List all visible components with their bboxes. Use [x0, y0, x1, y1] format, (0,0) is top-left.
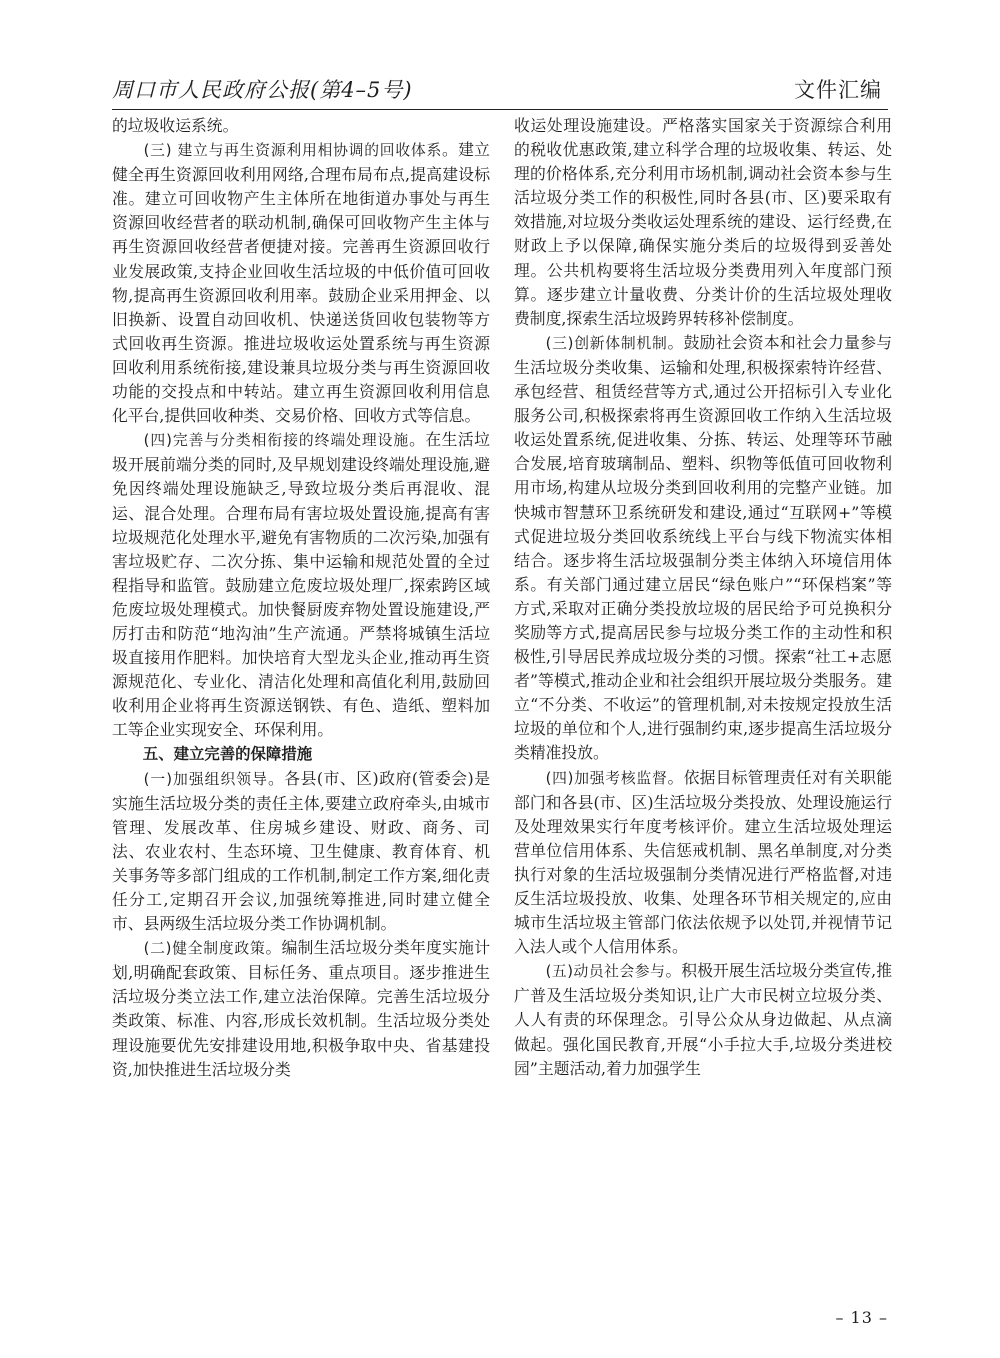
paragraph-policy-system	[112, 936, 490, 1082]
paragraph-organization-leadership	[112, 767, 490, 937]
paragraph-assessment-supervision	[514, 766, 892, 960]
paragraph-text: 。建立健全再生资源回收利用网络,合理布局布点,提高建设标准。建立可回收物产生主体所在地街道办事处与再生资源回收经营者的联动机制,确保可回收物产生主体与再生资源回收经营者便捷对接。完善再生资源回收行业发展政策,支持企业回收生活垃圾的中低价值可回收物,提高再生资源回收利用率。鼓励企业采用押金、以旧换新、设置自动回收机、快递送货回收包装物等方式回收再生资源。推进垃圾收运处置系统与再生资源回收利用系统衔接,建设兼具垃圾分类与再生资源回收功能的交投点和中转站。建立再生资源回收利用信息化平台,提供回收种类、交易价格、回收方式等信息。	[112, 140, 490, 426]
page-header	[112, 70, 888, 110]
left-column	[112, 114, 490, 1082]
paragraph-terminal-facilities	[112, 428, 490, 742]
paragraph-text: 。依据目标管理责任对有关职能部门和各县(市、区)生活垃圾分类投放、处理设施运行及处理效果实行年度考核评价。建立生活垃圾处理运营单位信用体系、失信惩戒机制、黑名单制度,对分类执行对象的生活垃圾强制分类情况进行严格监督,对违反生活垃圾投放、收集、处理各环节相关规定的,应由城市生活垃圾主管部门依法依规予以处罚,并视情节记入法人或个人信用体系。	[514, 767, 892, 957]
right-column	[514, 114, 892, 1081]
paragraph-text: 。编制生活垃圾分类年度实施计划,明确配套政策、目标任务、重点项目。逐步推进生活垃圾分类立法工作,建立法治保障。完善生活垃圾分类政策、标准、内容,形成长效机制。生活垃圾分类处理设施要优先安排建设用地,积极争取中央、省基建投资,加快推进生活垃圾分类	[112, 938, 490, 1079]
paragraph-lead: (四)加强考核监督	[545, 769, 668, 787]
paragraph-lead: (三) 建立与再生资源利用相协调的回收体系	[143, 142, 443, 160]
paragraph-social-participation	[514, 959, 892, 1080]
paragraph-continuation	[514, 114, 892, 331]
paragraph-text: 的垃圾收运系统。	[112, 116, 239, 135]
paragraph-text: 。鼓励社会资本和社会力量参与生活垃圾分类收集、运输和处理,积极探索特许经营、承包经营、租赁经营等方式,通过公开招标引入专业化服务公司,积极探索将再生资源回收工作纳入生活垃圾收运处置系统,促进收集、分拣、转运、处理等环节融合发展,培育玻璃制品、塑料、织物等低值可回收物利用市场,构建从垃圾分类到回收利用的完整产业链。加快城市智慧环卫系统研发和建设,通过“互联网+”等模式促进垃圾分类回收系统线上平台与线下物流实体相结合。逐步将生活垃圾强制分类主体纳入环境信用体系。有关部门通过建立居民“绿色账户”“环保档案”等方式,采取对正确分类投放垃圾的居民给予可兑换积分奖励等方式,提高居民参与垃圾分类工作的主动性和积极性,引导居民养成垃圾分类的习惯。探索“社工+志愿者”等模式,推动企业和社会组织开展垃圾分类服务。建立“不分类、不收运”的管理机制,对未按规定投放生活垃圾的单位和个人,进行强制约束,逐步提高生活垃圾分类精准投放。	[514, 332, 892, 763]
publication-title: 周口市人民政府公报(第4–5号)	[112, 78, 413, 102]
paragraph-continuation	[112, 114, 490, 138]
paragraph-lead: (三)创新体制机制	[545, 334, 668, 352]
paragraph-text: 。积极开展生活垃圾分类宣传,推广普及生活垃圾分类知识,让广大市民树立垃圾分类、人人有责的环保理念。引导公众从身边做起、从点滴做起。强化国民教育,开展“小手拉大手,垃圾分类进校园”主题活动,着力加强学生	[514, 961, 892, 1078]
paragraph-lead: (二)健全制度政策	[143, 940, 266, 958]
paragraph-innovation-mechanism	[514, 331, 892, 766]
section-title: 文件汇编	[794, 78, 882, 102]
page-number: – 13 –	[835, 1308, 888, 1327]
paragraph-text: 收运处理设施建设。严格落实国家关于资源综合利用的税收优惠政策,建立科学合理的垃圾收集、转运、处理的价格体系,充分利用市场机制,调动社会资本参与生活垃圾分类工作的积极性,同时各县(市、区)要采取有效措施,对垃圾分类收运处理系统的建设、运行经费,在财政上予以保障,确保实施分类后的垃圾得到妥善处理。公共机构要将生活垃圾分类费用列入年度部门预算。逐步建立计量收费、分类计价的生活垃圾处理收费制度,探索生活垃圾跨界转移补偿制度。	[514, 116, 892, 328]
paragraph-lead: (四)完善与分类相衔接的终端处理设施	[143, 432, 410, 450]
paragraph-lead: (一)加强组织领导	[143, 770, 268, 788]
paragraph-text: 。在生活垃圾开展前端分类的同时,及早规划建设终端处理设施,避免因终端处理设施缺乏,导致垃圾分类后再混收、混运、混合处理。合理布局有害垃圾处置设施,提高有害垃圾规范化处理水平,避免有害物质的二次污染,加强有害垃圾贮存、二次分拣、集中运输和规范处置的全过程指导和监管。鼓励建立危废垃圾处理厂,探索跨区域危废垃圾处理模式。加快餐厨废弃物处置设施建设,严厉打击和防范“地沟油”生产流通。严禁将城镇生活垃圾直接用作肥料。加快培育大型龙头企业,推动再生资源规范化、专业化、清洁化处理和高值化利用,鼓励回收利用企业将再生资源送钢铁、有色、造纸、塑料加工等企业实现安全、环保利用。	[112, 430, 490, 740]
header-divider	[112, 109, 888, 110]
paragraph-lead: (五)动员社会参与	[545, 963, 666, 981]
section-heading: 五、建立完善的保障措施	[142, 745, 313, 764]
paragraph-recycling-system	[112, 138, 490, 428]
paragraph-text: 。各县(市、区)政府(管委会)是实施生活垃圾分类的责任主体,要建立政府牵头,由城市管理、发展改革、住房城乡建设、财政、商务、司法、农业农村、生态环境、卫生健康、教育体育、机关事务等多部门组成的工作机制,制定工作方案,细化责任分工,定期召开会议,加强统筹推进,同时建立健全市、县两级生活垃圾分类工作协调机制。	[112, 768, 491, 934]
